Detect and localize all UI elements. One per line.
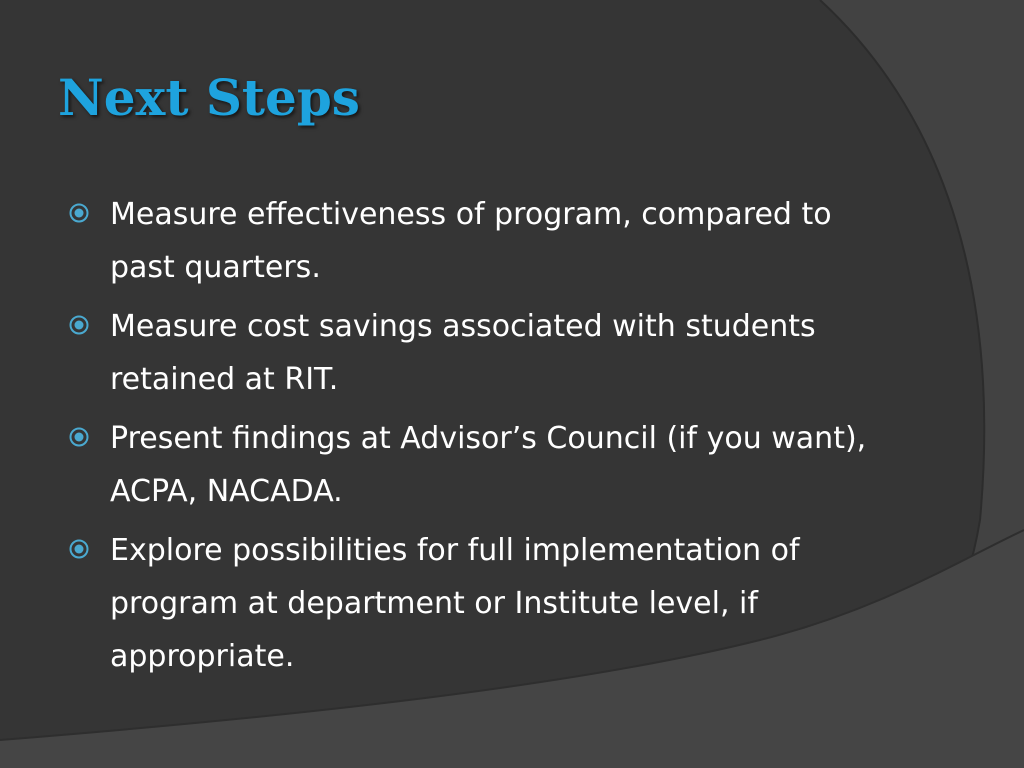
circle-bullet-icon [68, 426, 90, 448]
bullet-item [68, 412, 888, 518]
bullet-text: Explore possibilities for full implementation of program at department or Institute level, if appropriate. [110, 533, 800, 674]
circle-bullet-icon [68, 538, 90, 560]
bullet-text: Present findings at Advisor’s Council (if you want), ACPA, NACADA. [110, 421, 867, 509]
bullet-list [68, 188, 888, 689]
bullet-text: Measure cost savings associated with students retained at RIT. [110, 309, 816, 397]
circle-bullet-icon [68, 314, 90, 336]
bullet-text: Measure effectiveness of program, compared to past quarters. [110, 197, 832, 285]
bullet-item [68, 524, 888, 683]
bullet-item [68, 300, 888, 406]
bullet-item [68, 188, 888, 294]
circle-bullet-icon [68, 202, 90, 224]
slide-title: Next Steps [58, 68, 360, 127]
